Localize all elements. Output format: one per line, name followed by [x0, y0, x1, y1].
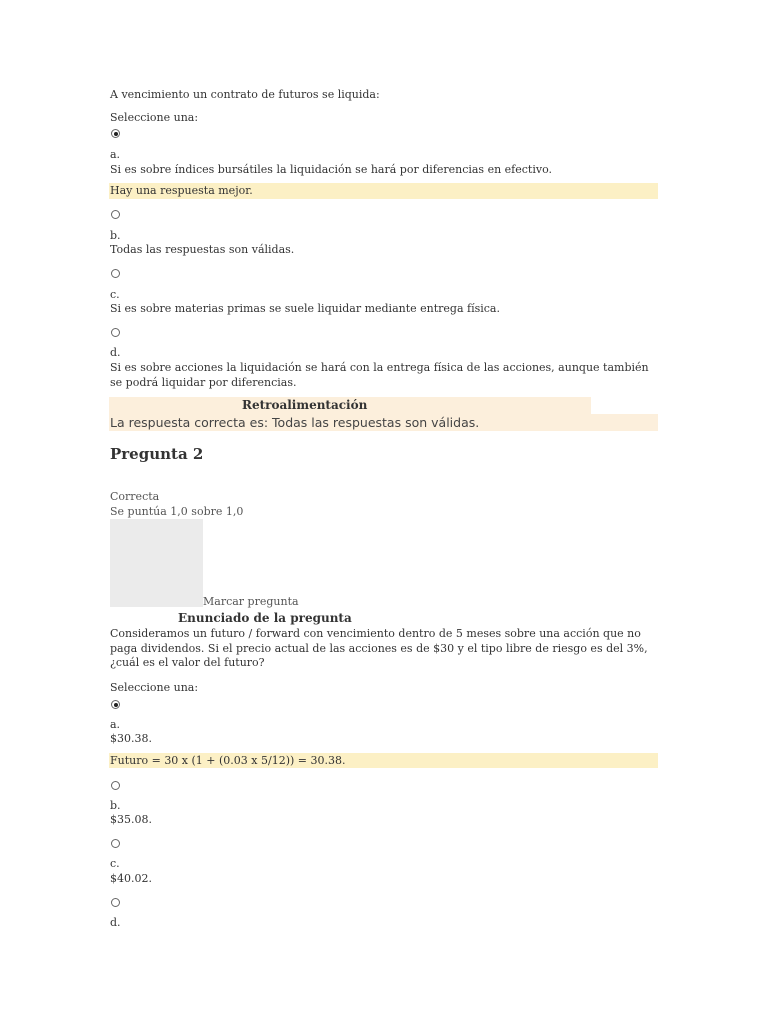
q2-option-c-radio[interactable] [111, 839, 120, 848]
q2-option-c-letter: c. [110, 857, 120, 870]
q2-option-d-letter: d. [110, 916, 121, 929]
retro-title: Retroalimentación [242, 398, 368, 412]
q1-option-b-radio[interactable] [111, 210, 120, 219]
q1-question-text: A vencimiento un contrato de futuros se liquida: [110, 88, 380, 101]
q2-question-text: Consideramos un futuro / forward con vencimiento dentro de 5 meses sobre una acción que no paga dividendos. Si el precio actual de las acciones es de $30 y el tipo libre de riesgo es del 3%, ¿cuál es el valor del futuro? [110, 627, 648, 669]
q1-option-b-letter: b. [110, 229, 121, 242]
q2-option-b-letter: b. [110, 799, 121, 812]
q1-option-d-letter: d. [110, 346, 121, 359]
q2-feedback: Futuro = 30 x (1 + (0.03 x 5/12)) = 30.38. [109, 753, 658, 768]
q1-option-c-text[interactable]: Si es sobre materias primas se suele liquidar mediante entrega física. [110, 302, 500, 315]
q1-option-c-radio[interactable] [111, 269, 120, 278]
q1-option-a-radio[interactable] [111, 129, 120, 138]
flag-box[interactable] [110, 519, 203, 607]
correct-answer-text: La respuesta correcta es: Todas las respuestas son válidas. [110, 415, 480, 430]
q2-option-b-radio[interactable] [111, 781, 120, 790]
q2-grade: Se puntúa 1,0 sobre 1,0 [110, 505, 244, 518]
q1-option-d-text[interactable]: Si es sobre acciones la liquidación se hará con la entrega física de las acciones, aunque también se podrá liquidar por diferencias. [110, 361, 649, 389]
retro-header-bar [109, 397, 591, 414]
q1-feedback: Hay una respuesta mejor. [109, 183, 658, 199]
q2-statement-title: Enunciado de la pregunta [178, 611, 352, 625]
q2-option-d-radio[interactable] [111, 898, 120, 907]
flag-question-link[interactable]: Marcar pregunta [203, 595, 299, 608]
q1-select-label: Seleccione una: [110, 111, 199, 124]
correct-answer-bar [109, 414, 658, 431]
q2-select-label: Seleccione una: [110, 681, 199, 694]
q1-option-a-letter: a. [110, 148, 121, 161]
q2-option-a-text[interactable]: $30.38. [110, 732, 152, 745]
q1-option-c-letter: c. [110, 288, 120, 301]
q2-option-a-letter: a. [110, 718, 121, 731]
q2-heading: Pregunta 2 [110, 445, 204, 463]
q2-state: Correcta [110, 490, 160, 503]
q2-option-a-radio[interactable] [111, 700, 120, 709]
q1-option-b-text[interactable]: Todas las respuestas son válidas. [110, 243, 295, 256]
q2-option-b-text[interactable]: $35.08. [110, 813, 152, 826]
q1-option-d-radio[interactable] [111, 328, 120, 337]
q2-option-c-text[interactable]: $40.02. [110, 872, 152, 885]
q1-option-a-text[interactable]: Si es sobre índices bursátiles la liquidación se hará por diferencias en efectivo. [110, 163, 552, 176]
